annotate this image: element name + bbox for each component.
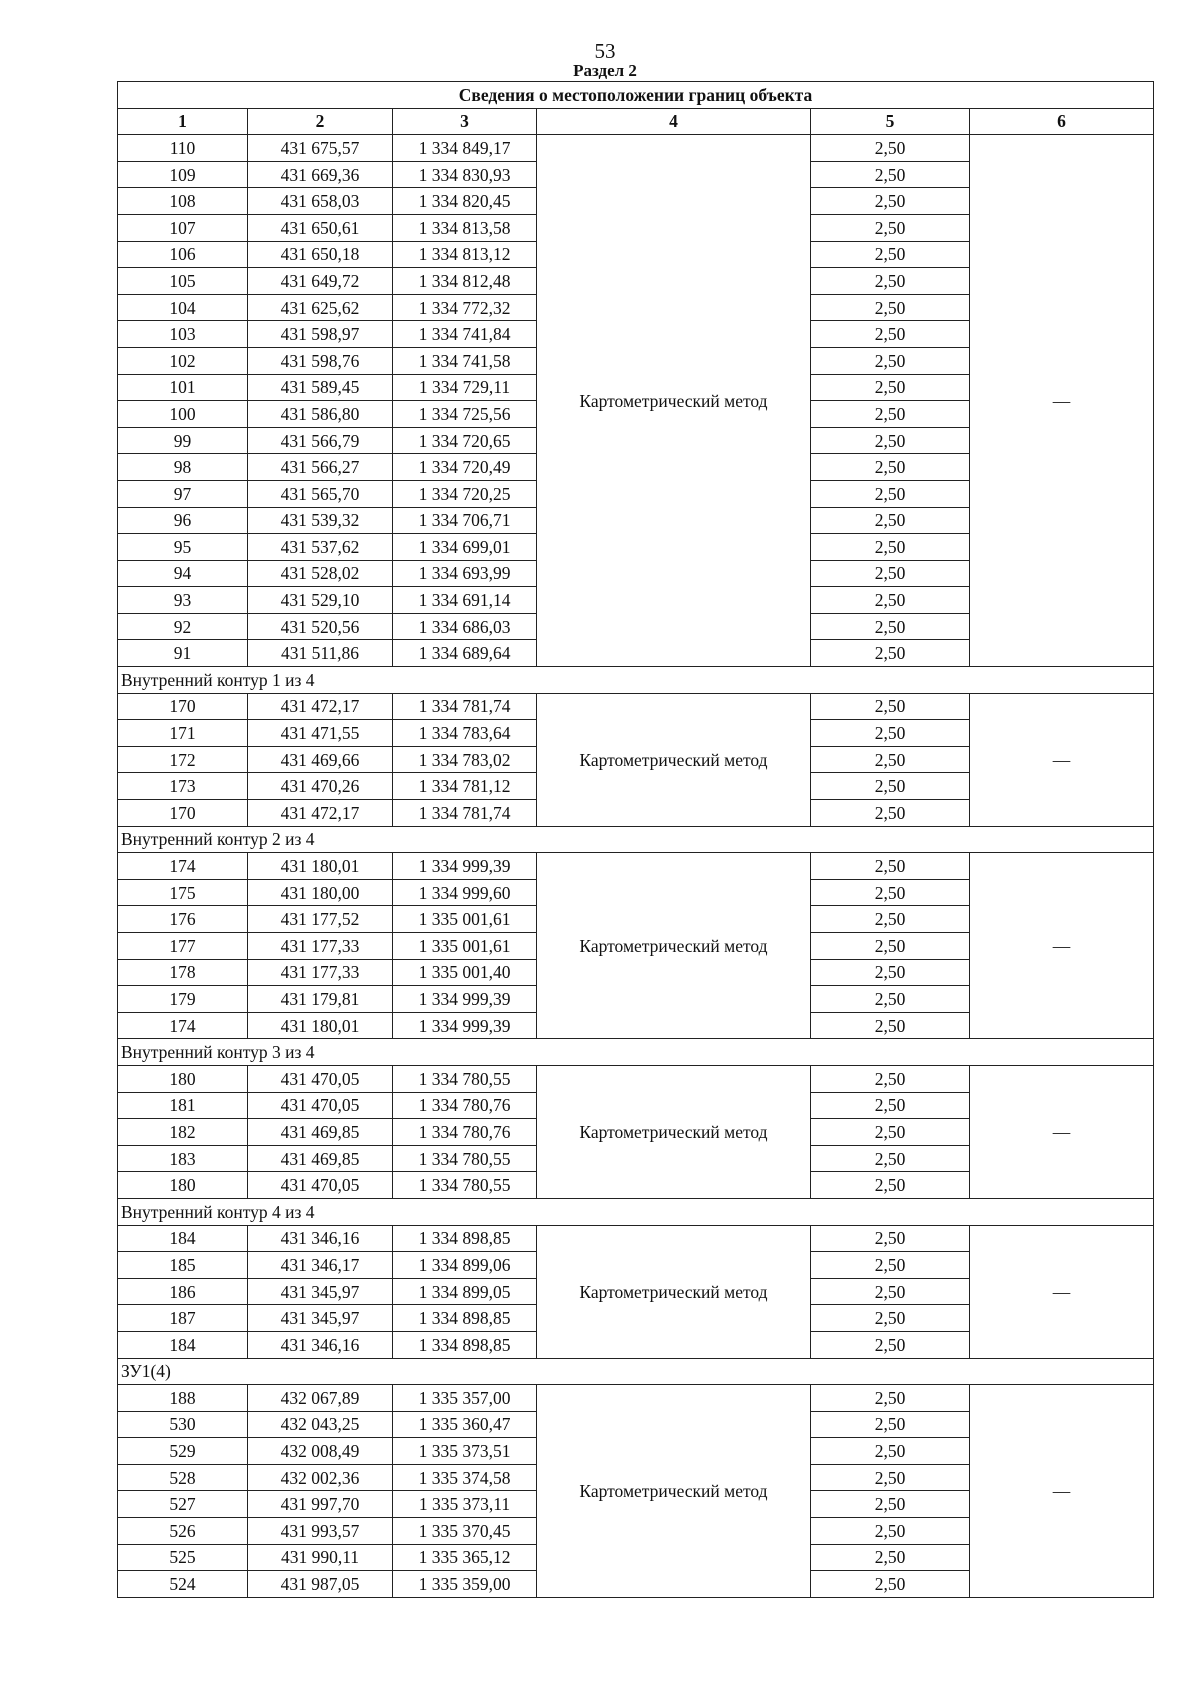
accuracy-cell: 2,50 <box>811 1012 970 1039</box>
x-coordinate-cell: 431 997,70 <box>248 1491 393 1518</box>
x-coordinate-cell: 431 177,33 <box>248 959 393 986</box>
table-row <box>118 853 1154 880</box>
x-coordinate-cell: 431 177,33 <box>248 933 393 960</box>
accuracy-cell: 2,50 <box>811 906 970 933</box>
accuracy-cell: 2,50 <box>811 933 970 960</box>
x-coordinate-cell: 431 470,05 <box>248 1172 393 1199</box>
x-coordinate-cell: 431 529,10 <box>248 587 393 614</box>
y-coordinate-cell: 1 334 999,60 <box>393 879 537 906</box>
accuracy-cell: 2,50 <box>811 1252 970 1279</box>
point-number-cell: 105 <box>118 268 248 295</box>
y-coordinate-cell: 1 335 360,47 <box>393 1411 537 1438</box>
accuracy-cell: 2,50 <box>811 1544 970 1571</box>
point-number-cell: 525 <box>118 1544 248 1571</box>
accuracy-cell: 2,50 <box>811 1518 970 1545</box>
method-cell: Картометрический метод <box>537 693 811 826</box>
x-coordinate-cell: 431 658,03 <box>248 188 393 215</box>
point-number-cell: 172 <box>118 746 248 773</box>
y-coordinate-cell: 1 335 357,00 <box>393 1385 537 1412</box>
point-number-cell: 184 <box>118 1225 248 1252</box>
contour-label-row <box>118 667 1154 694</box>
x-coordinate-cell: 431 511,86 <box>248 640 393 667</box>
y-coordinate-cell: 1 335 359,00 <box>393 1571 537 1598</box>
accuracy-cell: 2,50 <box>811 1438 970 1465</box>
point-number-cell: 178 <box>118 959 248 986</box>
column6-cell: — <box>970 135 1154 667</box>
x-coordinate-cell: 431 528,02 <box>248 560 393 587</box>
y-coordinate-cell: 1 334 780,76 <box>393 1092 537 1119</box>
y-coordinate-cell: 1 334 899,05 <box>393 1278 537 1305</box>
accuracy-cell: 2,50 <box>811 347 970 374</box>
x-coordinate-cell: 431 669,36 <box>248 161 393 188</box>
point-number-cell: 175 <box>118 879 248 906</box>
point-number-cell: 110 <box>118 135 248 162</box>
accuracy-cell: 2,50 <box>811 746 970 773</box>
y-coordinate-cell: 1 334 813,58 <box>393 214 537 241</box>
accuracy-cell: 2,50 <box>811 1119 970 1146</box>
x-coordinate-cell: 431 346,16 <box>248 1331 393 1358</box>
accuracy-cell: 2,50 <box>811 773 970 800</box>
point-number-cell: 529 <box>118 1438 248 1465</box>
accuracy-cell: 2,50 <box>811 720 970 747</box>
column-header: 2 <box>248 108 393 135</box>
point-number-cell: 170 <box>118 693 248 720</box>
x-coordinate-cell: 432 067,89 <box>248 1385 393 1412</box>
x-coordinate-cell: 432 008,49 <box>248 1438 393 1465</box>
accuracy-cell: 2,50 <box>811 1331 970 1358</box>
y-coordinate-cell: 1 334 898,85 <box>393 1331 537 1358</box>
y-coordinate-cell: 1 334 783,64 <box>393 720 537 747</box>
y-coordinate-cell: 1 334 706,71 <box>393 507 537 534</box>
x-coordinate-cell: 431 179,81 <box>248 986 393 1013</box>
contour-label-row <box>118 826 1154 853</box>
point-number-cell: 183 <box>118 1145 248 1172</box>
column6-cell: — <box>970 1385 1154 1598</box>
accuracy-cell: 2,50 <box>811 1092 970 1119</box>
x-coordinate-cell: 431 180,00 <box>248 879 393 906</box>
accuracy-cell: 2,50 <box>811 1225 970 1252</box>
y-coordinate-cell: 1 334 699,01 <box>393 534 537 561</box>
x-coordinate-cell: 431 345,97 <box>248 1278 393 1305</box>
x-coordinate-cell: 431 539,32 <box>248 507 393 534</box>
accuracy-cell: 2,50 <box>811 1411 970 1438</box>
accuracy-cell: 2,50 <box>811 188 970 215</box>
point-number-cell: 526 <box>118 1518 248 1545</box>
column-header-row <box>118 108 1154 135</box>
accuracy-cell: 2,50 <box>811 401 970 428</box>
y-coordinate-cell: 1 334 772,32 <box>393 294 537 321</box>
accuracy-cell: 2,50 <box>811 959 970 986</box>
point-number-cell: 524 <box>118 1571 248 1598</box>
accuracy-cell: 2,50 <box>811 507 970 534</box>
x-coordinate-cell: 431 469,85 <box>248 1119 393 1146</box>
point-number-cell: 187 <box>118 1305 248 1332</box>
column6-cell: — <box>970 693 1154 826</box>
point-number-cell: 106 <box>118 241 248 268</box>
point-number-cell: 98 <box>118 454 248 481</box>
accuracy-cell: 2,50 <box>811 1172 970 1199</box>
y-coordinate-cell: 1 334 720,49 <box>393 454 537 481</box>
point-number-cell: 91 <box>118 640 248 667</box>
accuracy-cell: 2,50 <box>811 241 970 268</box>
point-number-cell: 109 <box>118 161 248 188</box>
column-header: 5 <box>811 108 970 135</box>
y-coordinate-cell: 1 335 001,40 <box>393 959 537 986</box>
accuracy-cell: 2,50 <box>811 1278 970 1305</box>
contour-label: Внутренний контур 4 из 4 <box>118 1198 1154 1225</box>
accuracy-cell: 2,50 <box>811 480 970 507</box>
accuracy-cell: 2,50 <box>811 693 970 720</box>
y-coordinate-cell: 1 334 686,03 <box>393 613 537 640</box>
accuracy-cell: 2,50 <box>811 321 970 348</box>
contour-label: Внутренний контур 2 из 4 <box>118 826 1154 853</box>
y-coordinate-cell: 1 334 813,12 <box>393 241 537 268</box>
method-cell: Картометрический метод <box>537 853 811 1039</box>
point-number-cell: 188 <box>118 1385 248 1412</box>
x-coordinate-cell: 431 625,62 <box>248 294 393 321</box>
boundary-coordinates-table <box>117 81 1154 1598</box>
accuracy-cell: 2,50 <box>811 268 970 295</box>
y-coordinate-cell: 1 334 999,39 <box>393 986 537 1013</box>
x-coordinate-cell: 431 537,62 <box>248 534 393 561</box>
x-coordinate-cell: 431 566,79 <box>248 427 393 454</box>
point-number-cell: 180 <box>118 1172 248 1199</box>
y-coordinate-cell: 1 334 691,14 <box>393 587 537 614</box>
accuracy-cell: 2,50 <box>811 1385 970 1412</box>
y-coordinate-cell: 1 334 781,74 <box>393 800 537 827</box>
point-number-cell: 182 <box>118 1119 248 1146</box>
table-row <box>118 135 1154 162</box>
x-coordinate-cell: 432 043,25 <box>248 1411 393 1438</box>
point-number-cell: 104 <box>118 294 248 321</box>
y-coordinate-cell: 1 334 849,17 <box>393 135 537 162</box>
y-coordinate-cell: 1 334 720,25 <box>393 480 537 507</box>
accuracy-cell: 2,50 <box>811 560 970 587</box>
point-number-cell: 97 <box>118 480 248 507</box>
table-body <box>118 82 1154 1598</box>
x-coordinate-cell: 431 345,97 <box>248 1305 393 1332</box>
x-coordinate-cell: 431 598,76 <box>248 347 393 374</box>
y-coordinate-cell: 1 334 781,12 <box>393 773 537 800</box>
method-cell: Картометрический метод <box>537 135 811 667</box>
accuracy-cell: 2,50 <box>811 1571 970 1598</box>
y-coordinate-cell: 1 334 741,84 <box>393 321 537 348</box>
accuracy-cell: 2,50 <box>811 613 970 640</box>
contour-label: Внутренний контур 1 из 4 <box>118 667 1154 694</box>
accuracy-cell: 2,50 <box>811 1491 970 1518</box>
column6-cell: — <box>970 1225 1154 1358</box>
x-coordinate-cell: 431 346,16 <box>248 1225 393 1252</box>
y-coordinate-cell: 1 335 370,45 <box>393 1518 537 1545</box>
point-number-cell: 528 <box>118 1464 248 1491</box>
accuracy-cell: 2,50 <box>811 427 970 454</box>
y-coordinate-cell: 1 334 780,55 <box>393 1145 537 1172</box>
accuracy-cell: 2,50 <box>811 879 970 906</box>
y-coordinate-cell: 1 335 373,11 <box>393 1491 537 1518</box>
x-coordinate-cell: 431 470,05 <box>248 1092 393 1119</box>
method-cell: Картометрический метод <box>537 1385 811 1598</box>
y-coordinate-cell: 1 334 729,11 <box>393 374 537 401</box>
accuracy-cell: 2,50 <box>811 1065 970 1092</box>
column-header: 6 <box>970 108 1154 135</box>
y-coordinate-cell: 1 334 781,74 <box>393 693 537 720</box>
accuracy-cell: 2,50 <box>811 853 970 880</box>
point-number-cell: 96 <box>118 507 248 534</box>
point-number-cell: 184 <box>118 1331 248 1358</box>
x-coordinate-cell: 431 566,27 <box>248 454 393 481</box>
y-coordinate-cell: 1 335 374,58 <box>393 1464 537 1491</box>
y-coordinate-cell: 1 335 365,12 <box>393 1544 537 1571</box>
table-row <box>118 1225 1154 1252</box>
table-row <box>118 1385 1154 1412</box>
y-coordinate-cell: 1 334 741,58 <box>393 347 537 374</box>
y-coordinate-cell: 1 334 720,65 <box>393 427 537 454</box>
point-number-cell: 180 <box>118 1065 248 1092</box>
point-number-cell: 100 <box>118 401 248 428</box>
y-coordinate-cell: 1 334 830,93 <box>393 161 537 188</box>
section-title: Раздел 2 <box>573 61 637 80</box>
accuracy-cell: 2,50 <box>811 214 970 241</box>
column6-cell: — <box>970 1065 1154 1198</box>
point-number-cell: 173 <box>118 773 248 800</box>
y-coordinate-cell: 1 334 812,48 <box>393 268 537 295</box>
point-number-cell: 102 <box>118 347 248 374</box>
accuracy-cell: 2,50 <box>811 1145 970 1172</box>
y-coordinate-cell: 1 334 725,56 <box>393 401 537 428</box>
y-coordinate-cell: 1 334 783,02 <box>393 746 537 773</box>
accuracy-cell: 2,50 <box>811 294 970 321</box>
accuracy-cell: 2,50 <box>811 135 970 162</box>
x-coordinate-cell: 431 586,80 <box>248 401 393 428</box>
x-coordinate-cell: 431 520,56 <box>248 613 393 640</box>
point-number-cell: 185 <box>118 1252 248 1279</box>
point-number-cell: 93 <box>118 587 248 614</box>
point-number-cell: 92 <box>118 613 248 640</box>
x-coordinate-cell: 431 990,11 <box>248 1544 393 1571</box>
point-number-cell: 186 <box>118 1278 248 1305</box>
accuracy-cell: 2,50 <box>811 1305 970 1332</box>
x-coordinate-cell: 431 180,01 <box>248 853 393 880</box>
page-number: 53 <box>594 39 616 63</box>
accuracy-cell: 2,50 <box>811 986 970 1013</box>
point-number-cell: 170 <box>118 800 248 827</box>
method-cell: Картометрический метод <box>537 1065 811 1198</box>
caption-row <box>118 82 1154 109</box>
table-caption: Сведения о местоположении границ объекта <box>118 82 1154 109</box>
x-coordinate-cell: 431 470,26 <box>248 773 393 800</box>
point-number-cell: 101 <box>118 374 248 401</box>
y-coordinate-cell: 1 335 001,61 <box>393 906 537 933</box>
point-number-cell: 171 <box>118 720 248 747</box>
contour-label-row <box>118 1358 1154 1385</box>
y-coordinate-cell: 1 334 898,85 <box>393 1225 537 1252</box>
column-header: 1 <box>118 108 248 135</box>
y-coordinate-cell: 1 334 899,06 <box>393 1252 537 1279</box>
table-row <box>118 1065 1154 1092</box>
x-coordinate-cell: 431 675,57 <box>248 135 393 162</box>
accuracy-cell: 2,50 <box>811 374 970 401</box>
point-number-cell: 174 <box>118 1012 248 1039</box>
point-number-cell: 174 <box>118 853 248 880</box>
x-coordinate-cell: 431 471,55 <box>248 720 393 747</box>
y-coordinate-cell: 1 334 999,39 <box>393 1012 537 1039</box>
x-coordinate-cell: 431 469,85 <box>248 1145 393 1172</box>
point-number-cell: 99 <box>118 427 248 454</box>
method-cell: Картометрический метод <box>537 1225 811 1358</box>
point-number-cell: 177 <box>118 933 248 960</box>
x-coordinate-cell: 431 987,05 <box>248 1571 393 1598</box>
point-number-cell: 530 <box>118 1411 248 1438</box>
accuracy-cell: 2,50 <box>811 454 970 481</box>
x-coordinate-cell: 431 650,18 <box>248 241 393 268</box>
y-coordinate-cell: 1 334 780,55 <box>393 1172 537 1199</box>
y-coordinate-cell: 1 334 780,76 <box>393 1119 537 1146</box>
y-coordinate-cell: 1 334 689,64 <box>393 640 537 667</box>
accuracy-cell: 2,50 <box>811 800 970 827</box>
point-number-cell: 95 <box>118 534 248 561</box>
y-coordinate-cell: 1 334 693,99 <box>393 560 537 587</box>
contour-label: ЗУ1(4) <box>118 1358 1154 1385</box>
point-number-cell: 181 <box>118 1092 248 1119</box>
contour-label-row <box>118 1198 1154 1225</box>
x-coordinate-cell: 431 177,52 <box>248 906 393 933</box>
point-number-cell: 108 <box>118 188 248 215</box>
x-coordinate-cell: 431 346,17 <box>248 1252 393 1279</box>
point-number-cell: 176 <box>118 906 248 933</box>
column-header: 4 <box>537 108 811 135</box>
point-number-cell: 179 <box>118 986 248 1013</box>
column6-cell: — <box>970 853 1154 1039</box>
x-coordinate-cell: 431 993,57 <box>248 1518 393 1545</box>
column-header: 3 <box>393 108 537 135</box>
x-coordinate-cell: 431 565,70 <box>248 480 393 507</box>
x-coordinate-cell: 432 002,36 <box>248 1464 393 1491</box>
accuracy-cell: 2,50 <box>811 587 970 614</box>
x-coordinate-cell: 431 180,01 <box>248 1012 393 1039</box>
x-coordinate-cell: 431 598,97 <box>248 321 393 348</box>
x-coordinate-cell: 431 650,61 <box>248 214 393 241</box>
x-coordinate-cell: 431 649,72 <box>248 268 393 295</box>
y-coordinate-cell: 1 335 001,61 <box>393 933 537 960</box>
point-number-cell: 527 <box>118 1491 248 1518</box>
accuracy-cell: 2,50 <box>811 1464 970 1491</box>
contour-label: Внутренний контур 3 из 4 <box>118 1039 1154 1066</box>
y-coordinate-cell: 1 334 820,45 <box>393 188 537 215</box>
y-coordinate-cell: 1 334 999,39 <box>393 853 537 880</box>
accuracy-cell: 2,50 <box>811 161 970 188</box>
y-coordinate-cell: 1 334 898,85 <box>393 1305 537 1332</box>
x-coordinate-cell: 431 470,05 <box>248 1065 393 1092</box>
y-coordinate-cell: 1 335 373,51 <box>393 1438 537 1465</box>
point-number-cell: 94 <box>118 560 248 587</box>
x-coordinate-cell: 431 589,45 <box>248 374 393 401</box>
x-coordinate-cell: 431 469,66 <box>248 746 393 773</box>
x-coordinate-cell: 431 472,17 <box>248 693 393 720</box>
contour-label-row <box>118 1039 1154 1066</box>
y-coordinate-cell: 1 334 780,55 <box>393 1065 537 1092</box>
point-number-cell: 107 <box>118 214 248 241</box>
x-coordinate-cell: 431 472,17 <box>248 800 393 827</box>
table-row <box>118 693 1154 720</box>
point-number-cell: 103 <box>118 321 248 348</box>
accuracy-cell: 2,50 <box>811 640 970 667</box>
accuracy-cell: 2,50 <box>811 534 970 561</box>
